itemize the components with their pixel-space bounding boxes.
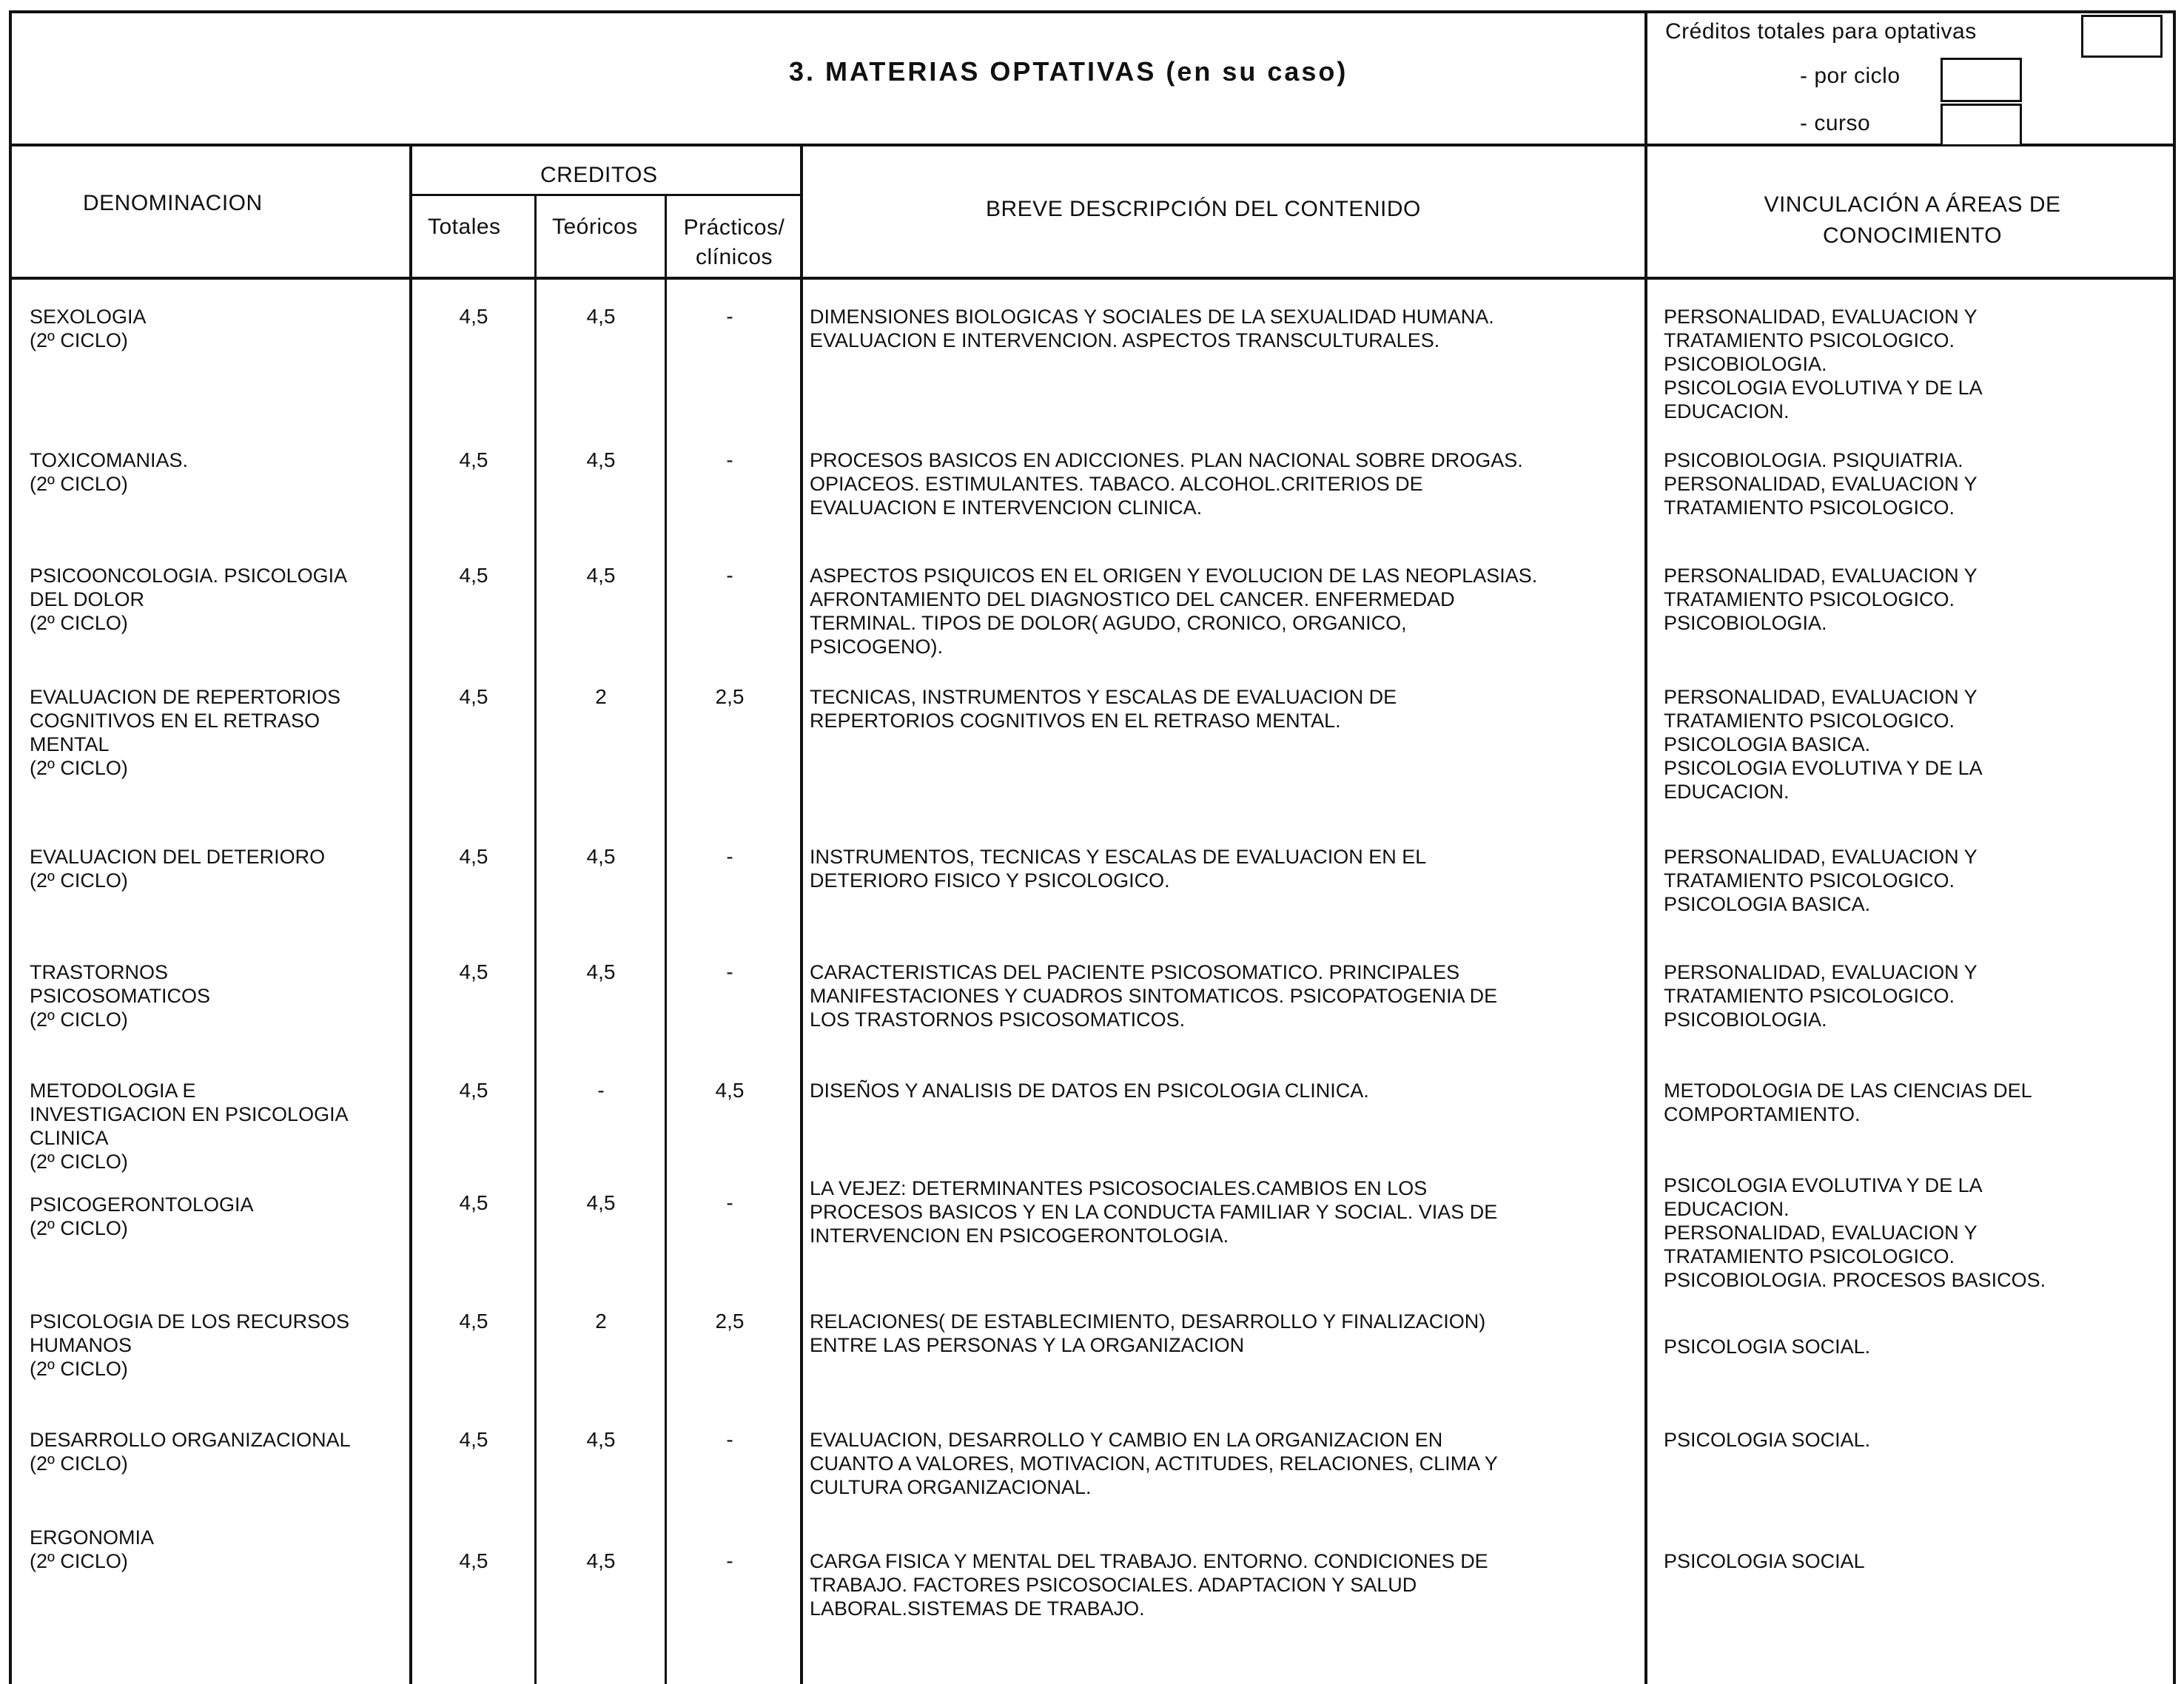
per-cycle-label: - por ciclo (1800, 64, 1901, 88)
col-line-5 (1644, 10, 1647, 1684)
row-denominacion: SEXOLOGIA (2º CICLO) (30, 306, 147, 351)
row-denominacion: TRASTORNOS PSICOSOMATICOS (2º CICLO) (30, 961, 211, 1031)
row-descripcion: DIMENSIONES BIOLOGICAS Y SOCIALES DE LA SEXUALIDAD HUMANA. EVALUACION E INTERVENCION. ASPECTOS TRANSCULTURALES. (810, 306, 1494, 351)
row-teoricos: 4,5 (586, 1191, 616, 1214)
row-denominacion: ERGONOMIA (2º CICLO) (30, 1526, 155, 1572)
per-cycle-box[interactable] (1941, 58, 2022, 102)
row-areas: PSICOLOGIA EVOLUTIVA Y DE LA EDUCACION. PERSONALIDAD, EVALUACION Y TRATAMIENTO PSICOLOGICO. PSICOBIOLOGIA. PROCESOS BASICOS. (1664, 1174, 2046, 1291)
row-areas: PERSONALIDAD, EVALUACION Y TRATAMIENTO PSICOLOGICO. PSICOBIOLOGIA. PSICOLOGIA EVOLUTIVA Y DE LA EDUCACION. (1664, 306, 1983, 422)
row-totales: 4,5 (459, 1428, 488, 1451)
row-denominacion: TOXICOMANIAS. (2º CICLO) (30, 449, 189, 495)
row-descripcion: LA VEJEZ: DETERMINANTES PSICOSOCIALES.CAMBIOS EN LOS PROCESOS BASICOS Y EN LA CONDUCTA FAMILIAR Y SOCIAL. VIAS DE INTERVENCION EN PSICOGERONTOLOGIA. (810, 1177, 1498, 1247)
row-totales: 4,5 (459, 1310, 488, 1333)
row-teoricos: 2 (595, 1310, 607, 1333)
row-teoricos: 2 (595, 685, 607, 708)
credits-divider (411, 194, 802, 196)
col-header-denominacion: DENOMINACION (83, 191, 263, 215)
credits-total-box[interactable] (2081, 15, 2163, 58)
row-descripcion: DISEÑOS Y ANALISIS DE DATOS EN PSICOLOGIA CLINICA. (810, 1080, 1369, 1102)
row-practicos: 2,5 (715, 1310, 745, 1333)
row-areas: PSICOLOGIA SOCIAL (1664, 1550, 1865, 1572)
row-practicos: - (726, 1549, 733, 1572)
row-totales: 4,5 (459, 564, 488, 587)
row-denominacion: PSICOONCOLOGIA. PSICOLOGIA DEL DOLOR (2º CICLO) (30, 565, 348, 634)
row-practicos: 2,5 (715, 685, 745, 708)
row-teoricos: - (597, 1079, 605, 1102)
frame-right (2173, 10, 2176, 1684)
row-practicos: - (726, 1191, 733, 1214)
per-course-label: - curso (1800, 111, 1871, 135)
row-descripcion: TECNICAS, INSTRUMENTOS Y ESCALAS DE EVALUACION DE REPERTORIOS COGNITIVOS EN EL RETRASO MENTAL. (810, 686, 1397, 732)
row-areas: PERSONALIDAD, EVALUACION Y TRATAMIENTO PSICOLOGICO. PSICOBIOLOGIA. (1664, 961, 1978, 1031)
col-header-totales: Totales (428, 215, 501, 239)
row-practicos: - (726, 845, 733, 868)
row-descripcion: CARACTERISTICAS DEL PACIENTE PSICOSOMATICO. PRINCIPALES MANIFESTACIONES Y CUADROS SINTOMATICOS. PSICOPATOGENIA DE LOS TRASTORNOS PSICOSOMATICOS. (810, 961, 1498, 1031)
row-totales: 4,5 (459, 685, 488, 708)
row-teoricos: 4,5 (586, 845, 616, 868)
row-totales: 4,5 (459, 960, 488, 983)
row-practicos: - (726, 448, 733, 471)
row-teoricos: 4,5 (586, 960, 616, 983)
col-line-2 (534, 194, 537, 1684)
col-line-1 (409, 144, 412, 1684)
row-totales: 4,5 (459, 1549, 488, 1572)
row-denominacion: EVALUACION DEL DETERIORO (2º CICLO) (30, 846, 326, 892)
frame-left (9, 10, 12, 1684)
row-areas: PSICOBIOLOGIA. PSIQUIATRIA. PERSONALIDAD, EVALUACION Y TRATAMIENTO PSICOLOGICO. (1664, 449, 1978, 519)
page-title: 3. MATERIAS OPTATIVAS (en su caso) (789, 56, 1348, 87)
row-teoricos: 4,5 (586, 448, 616, 471)
row-totales: 4,5 (459, 448, 488, 471)
row-denominacion: METODOLOGIA E INVESTIGACION EN PSICOLOGIA CLINICA (2º CICLO) (30, 1080, 349, 1173)
row-denominacion: PSICOGERONTOLOGIA (2º CICLO) (30, 1193, 254, 1239)
row-teoricos: 4,5 (586, 1549, 616, 1572)
row-descripcion: PROCESOS BASICOS EN ADICCIONES. PLAN NACIONAL SOBRE DROGAS. OPIACEOS. ESTIMULANTES. TABACO. ALCOHOL.CRITERIOS DE EVALUACION E INTERVENCION CLINICA. (810, 449, 1523, 519)
row-totales: 4,5 (459, 845, 488, 868)
row-practicos: - (726, 305, 733, 328)
row-teoricos: 4,5 (586, 1428, 616, 1451)
row-areas: PERSONALIDAD, EVALUACION Y TRATAMIENTO PSICOLOGICO. PSICOLOGIA BASICA. (1664, 846, 1978, 915)
row-areas: PSICOLOGIA SOCIAL. (1664, 1429, 1871, 1451)
row-descripcion: RELACIONES( DE ESTABLECIMIENTO, DESARROLLO Y FINALIZACION) ENTRE LAS PERSONAS Y LA ORGANIZACION (810, 1310, 1486, 1356)
row-areas: METODOLOGIA DE LAS CIENCIAS DEL COMPORTAMIENTO. (1664, 1080, 2032, 1125)
col-header-vinculacion: VINCULACIÓN A ÁREAS DE CONOCIMIENTO (1764, 192, 2061, 248)
row-teoricos: 4,5 (586, 564, 616, 587)
row-descripcion: ASPECTOS PSIQUICOS EN EL ORIGEN Y EVOLUCION DE LAS NEOPLASIAS. AFRONTAMIENTO DEL DIAGNOSTICO DEL CANCER. ENFERMEDAD TERMINAL. TIPOS DE DOLOR( AGUDO, CRONICO, ORGANICO, PSICOGENO). (810, 565, 1538, 658)
row-teoricos: 4,5 (586, 305, 616, 328)
col-header-teoricos: Teóricos (552, 215, 638, 239)
title-divider (9, 144, 2176, 146)
row-totales: 4,5 (459, 1079, 488, 1102)
row-practicos: - (726, 1428, 733, 1451)
row-descripcion: EVALUACION, DESARROLLO Y CAMBIO EN LA ORGANIZACION EN CUANTO A VALORES, MOTIVACION, ACTITUDES, RELACIONES, CLIMA Y CULTURA ORGANIZACIONAL. (810, 1429, 1498, 1498)
col-line-4 (800, 144, 803, 1684)
row-denominacion: PSICOLOGIA DE LOS RECURSOS HUMANOS (2º CICLO) (30, 1310, 350, 1380)
col-header-descripcion: BREVE DESCRIPCIÓN DEL CONTENIDO (986, 197, 1421, 221)
row-areas: PERSONALIDAD, EVALUACION Y TRATAMIENTO PSICOLOGICO. PSICOLOGIA BASICA. PSICOLOGIA EVOLUTIVA Y DE LA EDUCACION. (1664, 686, 1983, 803)
row-denominacion: DESARROLLO ORGANIZACIONAL (2º CICLO) (30, 1429, 351, 1475)
col-header-creditos: CREDITOS (540, 163, 658, 187)
frame-top (9, 10, 2176, 13)
row-totales: 4,5 (459, 1191, 488, 1214)
col-header-practicos: Prácticos/ clínicos (683, 215, 785, 269)
row-descripcion: INSTRUMENTOS, TECNICAS Y ESCALAS DE EVALUACION EN EL DETERIORO FISICO Y PSICOLOGICO. (810, 846, 1427, 892)
per-course-box[interactable] (1941, 104, 2022, 146)
row-totales: 4,5 (459, 305, 488, 328)
credits-total-label: Créditos totales para optativas (1665, 19, 1977, 44)
row-practicos: 4,5 (715, 1079, 745, 1102)
row-practicos: - (726, 960, 733, 983)
row-areas: PSICOLOGIA SOCIAL. (1664, 1336, 1871, 1358)
row-areas: PERSONALIDAD, EVALUACION Y TRATAMIENTO PSICOLOGICO. PSICOBIOLOGIA. (1664, 565, 1978, 634)
row-denominacion: EVALUACION DE REPERTORIOS COGNITIVOS EN EL RETRASO MENTAL (2º CICLO) (30, 686, 341, 779)
row-descripcion: CARGA FISICA Y MENTAL DEL TRABAJO. ENTORNO. CONDICIONES DE TRABAJO. FACTORES PSICOSOCIALES. ADAPTACION Y SALUD LABORAL.SISTEMAS DE TRABAJO. (810, 1550, 1488, 1620)
header-divider (9, 277, 2176, 280)
col-line-3 (665, 194, 667, 1684)
row-practicos: - (726, 564, 733, 587)
